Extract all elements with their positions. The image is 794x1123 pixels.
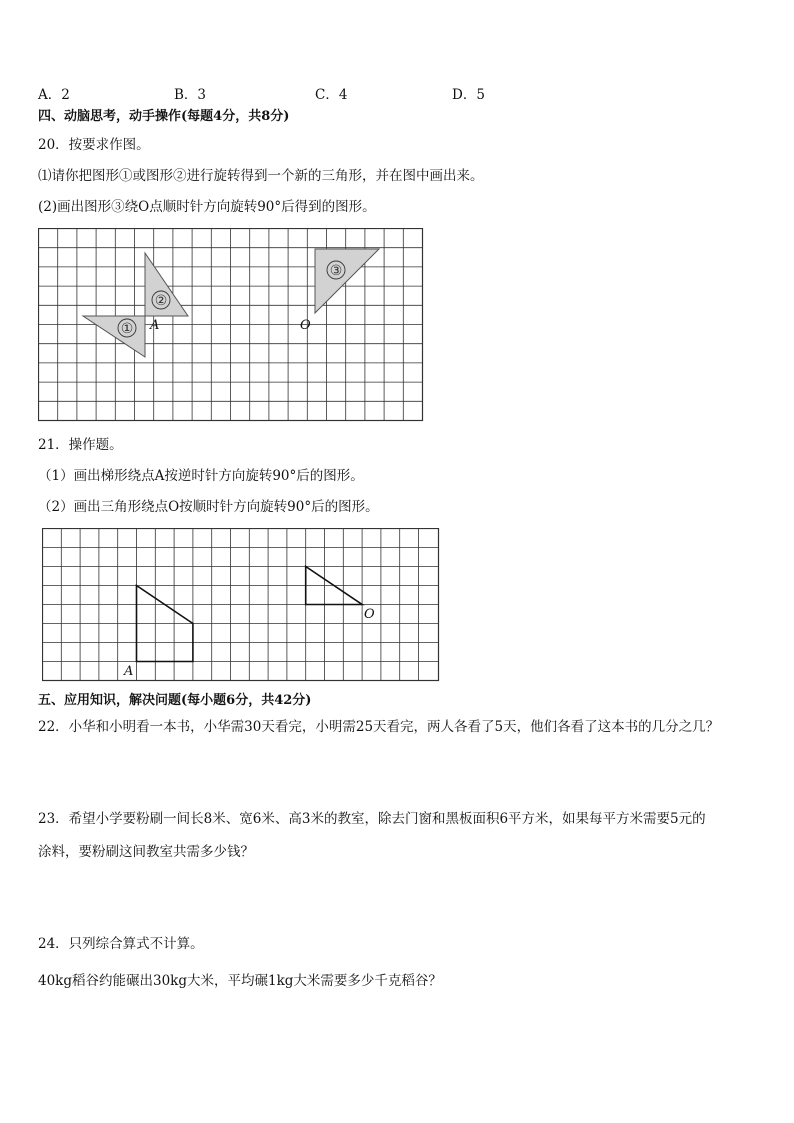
q23-line1: 23．希望小学要粉刷一间长8米、宽6米、高3米的教室，除去门窗和黑板面积6平方米，如果每平方米需要5元的 — [38, 811, 706, 827]
shape-1-triangle — [83, 316, 145, 357]
q21-grid-figure — [42, 528, 440, 682]
point-a-label: A — [150, 318, 160, 333]
q20-grid-figure — [38, 228, 424, 422]
point-o-label: O — [300, 318, 311, 333]
q24-problem: 40kg稻谷约能碾出30kg大米，平均碾1kg大米需要多少千克稻谷？ — [38, 973, 442, 989]
q20-sub1: ⑴请你把图形①或图形②进行旋转得到一个新的三角形，并在图中画出来。 — [38, 168, 484, 184]
q22-text: 22．小华和小明看一本书，小华需30天看完，小明需25天看完，两人各看了5天，他们各看了这本书的几分之几？ — [38, 719, 720, 735]
point-a-label: A — [124, 664, 134, 679]
shape-3-label: ③ — [329, 263, 343, 279]
option-b: B．3 — [174, 87, 207, 103]
option-a: A．2 — [38, 87, 70, 103]
point-o-label: O — [364, 607, 375, 622]
shape-3-triangle — [315, 249, 379, 313]
q20-stem: 20．按要求作图。 — [38, 137, 150, 153]
q20-sub2: (2)画出图形③绕O点顺时针方向旋转90°后得到的图形。 — [38, 199, 376, 215]
q21-sub2: （2）画出三角形绕点O按顺时针方向旋转90°后的图形。 — [38, 499, 379, 515]
section5-heading: 五、应用知识，解决问题(每小题6分，共42分) — [38, 693, 312, 708]
q24-stem: 24．只列综合算式不计算。 — [38, 936, 204, 952]
q21-grid-lines — [43, 529, 439, 681]
option-d: D．5 — [452, 87, 485, 103]
q21-sub1: （1）画出梯形绕点A按逆时针方向旋转90°后的图形。 — [38, 468, 364, 484]
option-c: C．4 — [315, 87, 348, 103]
q23-line2: 涂料，要粉刷这间教室共需多少钱？ — [38, 844, 254, 860]
section4-heading: 四、动脑思考，动手操作(每题4分，共8分) — [38, 109, 290, 124]
shape-2-label: ② — [154, 293, 168, 309]
shape-1-label: ① — [120, 321, 134, 337]
q21-stem: 21．操作题。 — [38, 437, 123, 453]
